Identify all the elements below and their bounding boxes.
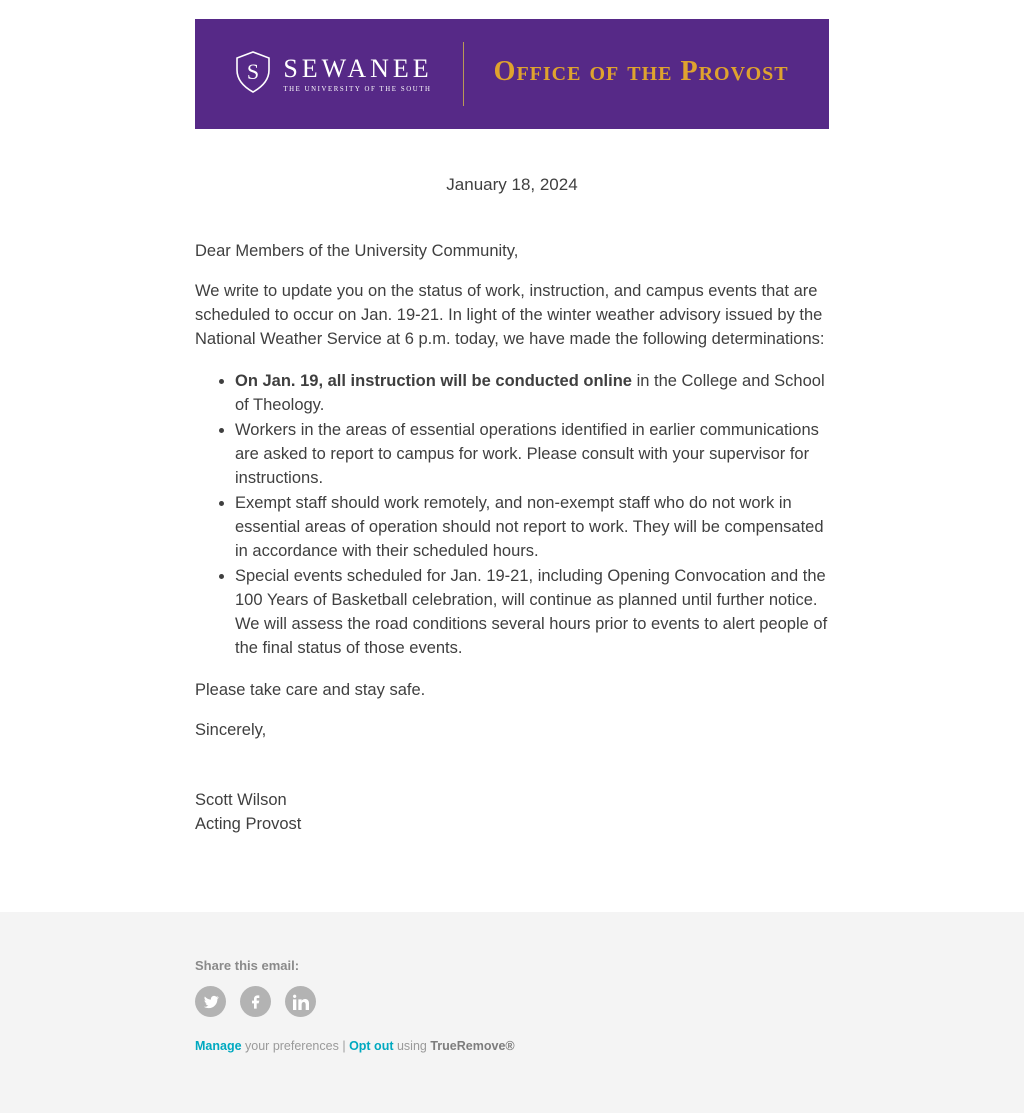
list-item: • Exempt staff should work remotely, and non-exempt staff who do not work in essential areas of operation should not report to work. They will be compensated in accordance with their scheduled hours. (235, 491, 829, 563)
twitter-icon[interactable] (195, 986, 226, 1017)
signature-block (195, 788, 829, 836)
manage-preferences-link[interactable]: Manage (195, 1039, 242, 1053)
signature-title: Acting Provost (195, 815, 302, 833)
opt-out-link[interactable]: Opt out (349, 1039, 394, 1053)
list-item: • Special events scheduled for Jan. 19-21, including Opening Convocation and the 100 Years of Basketball celebration, will continue as planned until further notice. We will assess the road conditions several hours prior to events to alert people of the final status of those events. (235, 564, 829, 660)
logo-tagline: THE UNIVERSITY OF THE SOUTH (283, 85, 432, 93)
trueremove-brand: TrueRemove® (430, 1039, 515, 1053)
facebook-icon[interactable] (240, 986, 271, 1017)
header-banner (195, 19, 829, 129)
letter-content (195, 239, 829, 912)
svg-text:S: S (247, 58, 260, 84)
office-title: Office of the Provost (493, 56, 789, 87)
closing-paragraph: Please take care and stay safe. (195, 681, 426, 699)
intro-paragraph: We write to update you on the status of work, instruction, and campus events that are scheduled to occur on Jan. 19-21. In light of the winter weather advisory issued by the National Weather Service at 6 p.m. today, we have made the following determinations: (195, 282, 825, 348)
linkedin-icon[interactable] (285, 986, 316, 1017)
shield-icon (235, 50, 271, 99)
signoff: Sincerely, (195, 721, 267, 739)
preferences-line: Manage your preferences | Opt out using TrueRemove® (195, 1039, 515, 1053)
salutation: Dear Members of the University Community, (195, 242, 519, 260)
signature-name: Scott Wilson (195, 791, 287, 809)
logo-wordmark: SEWANEE (283, 53, 433, 83)
banner-divider (463, 42, 464, 106)
share-label: Share this email: (195, 958, 300, 973)
list-item: • On Jan. 19, all instruction will be conducted online in the College and School of Theology. (235, 369, 829, 417)
letter-date: January 18, 2024 (446, 175, 578, 194)
email-footer (0, 912, 1024, 1113)
email-body (195, 19, 829, 912)
social-row (195, 986, 829, 1017)
list-item: • Workers in the areas of essential operations identified in earlier communications are asked to report to campus for work. Please consult with your supervisor for instructions. (235, 418, 829, 490)
sewanee-logo[interactable] (235, 50, 432, 99)
determinations-list (195, 369, 829, 660)
